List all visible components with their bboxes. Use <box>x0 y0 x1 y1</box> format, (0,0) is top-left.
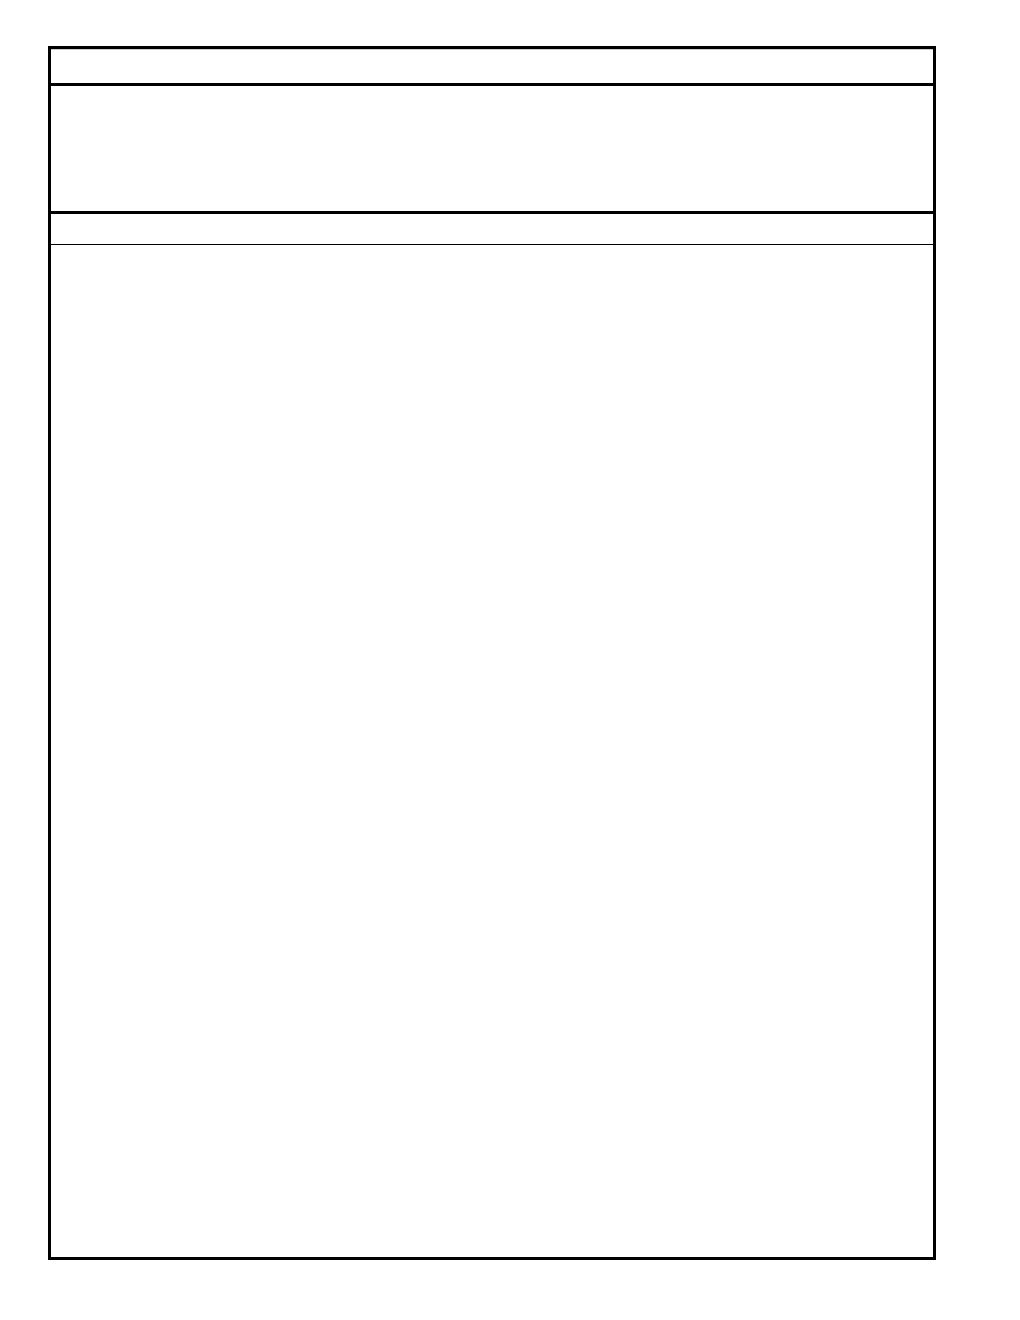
group-header <box>51 86 933 88</box>
column-headers <box>51 214 933 245</box>
section-title <box>51 49 933 86</box>
notes-bottom-divider <box>51 49 933 50</box>
parts-page-frame <box>48 46 936 1260</box>
